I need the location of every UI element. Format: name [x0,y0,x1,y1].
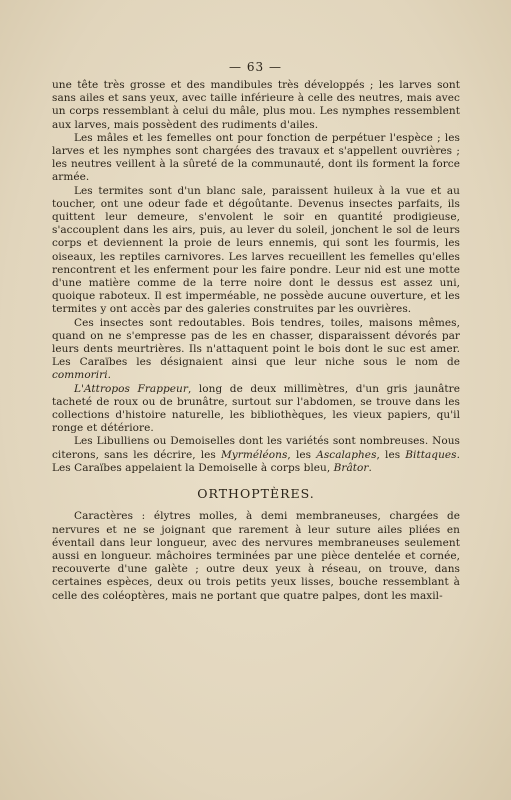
italic-term: L'Attropos Frappeur [74,382,188,395]
paragraph [52,383,460,436]
paragraph [52,435,460,475]
paragraph-text: , long de deux millimètres, d'un gris jaunâtre tacheté de roux ou de brunâtre, surtout sur l'abdomen, se trouve dans les collections d'histoire naturelle, les bibliothèques, les vieux papiers, qu'il ronge et détériore. [52,382,460,435]
paragraph-text: Les Libulliens ou Demoiselles dont les variétés sont nombreuses. Nous citerons, sans les décrire, les [52,435,460,461]
italic-term: commoriri [52,369,108,382]
paragraph: une tête très grosse et des mandibules très développés ; les larves sont sans ailes et sans yeux, avec taille inférieure à celle des neutres, mais avec un corps ressemblant à celui du mâle, plus mou. Les nymphes ressemblent aux larves, mais possèdent des rudiments d'ailes. [52,79,460,131]
italic-term: Bittaques [405,448,457,461]
italic-term: Brâtor [333,461,369,474]
section-heading: ORTHOPTÈRES. [197,486,315,502]
paragraph: Les termites sont d'un blanc sale, paraissent huileux à la vue et au toucher, ont une odeur fade et dégoûtante. Devenus insectes parfaits, ils quittent leur demeure, s'envolent le soir en quantité prodigieuse, s'accouplent dans les airs, puis, au lever du soleil, jonchent le sol de leurs corps et deviennent la proie de leurs ennemis, qui sont les fourmis, les oiseaux, les reptiles carnivores. Les larves recueillent les femelles qu'elles rencontrent et les enferment pour les faire pondre. Leur nid est une motte d'une matière comme de la terre noire dont le dessus est assez uni, quoique raboteux. Il est imperméable, ne possède aucune ouverture, et les termites y ont accès par des galeries construites par les ouvrières. [52,184,460,316]
paragraph: Les mâles et les femelles ont pour fonction de perpétuer l'espèce ; les larves et les nymphes sont chargées des travaux et s'appellent ouvrières ; les neutres veillent à la sûreté de la communauté, dont ils forment la force armée. [52,131,460,184]
punctuation: . [107,369,112,382]
punctuation: . [368,461,372,474]
italic-term: Myrméléons [221,448,288,461]
paragraph: Caractères : élytres molles, à demi membraneuses, chargées de nervures et ne se joignant que rarement à leur suture ailes pliées en éventail dans leur longueur, avec des nervures membraneuses seulement aussi en longueur. mâchoires terminées par une pièce dentelée et cornée, recouverte d'une galète ; outre deux yeux à réseau, on trouve, dans certaines espèces, deux ou trois petits yeux lisses, bouche ressemblant à celle des coléoptères, mais ne portant que quatre palpes, dont les maxil- [52,510,460,602]
separator: , les [287,448,317,461]
page-number: — 63 — [229,60,282,74]
italic-term: Ascalaphes [316,448,377,461]
separator: , les [376,448,406,461]
paragraph-text: Ces insectes sont redoutables. Bois tendres, toiles, maisons mêmes, quand on ne s'empresse pas de les en chasser, disparaissent dévorés par leurs dents meurtrières. Ils n'attaquent point le bois dont le suc est amer. Les Caraïbes les désignaient ainsi que leur niche sous le nom de [52,316,460,369]
text-block [52,79,460,603]
paragraph-text: . Les Caraïbes appelaient la Demoiselle à corps bleu, [52,448,460,474]
paragraph [52,317,460,383]
